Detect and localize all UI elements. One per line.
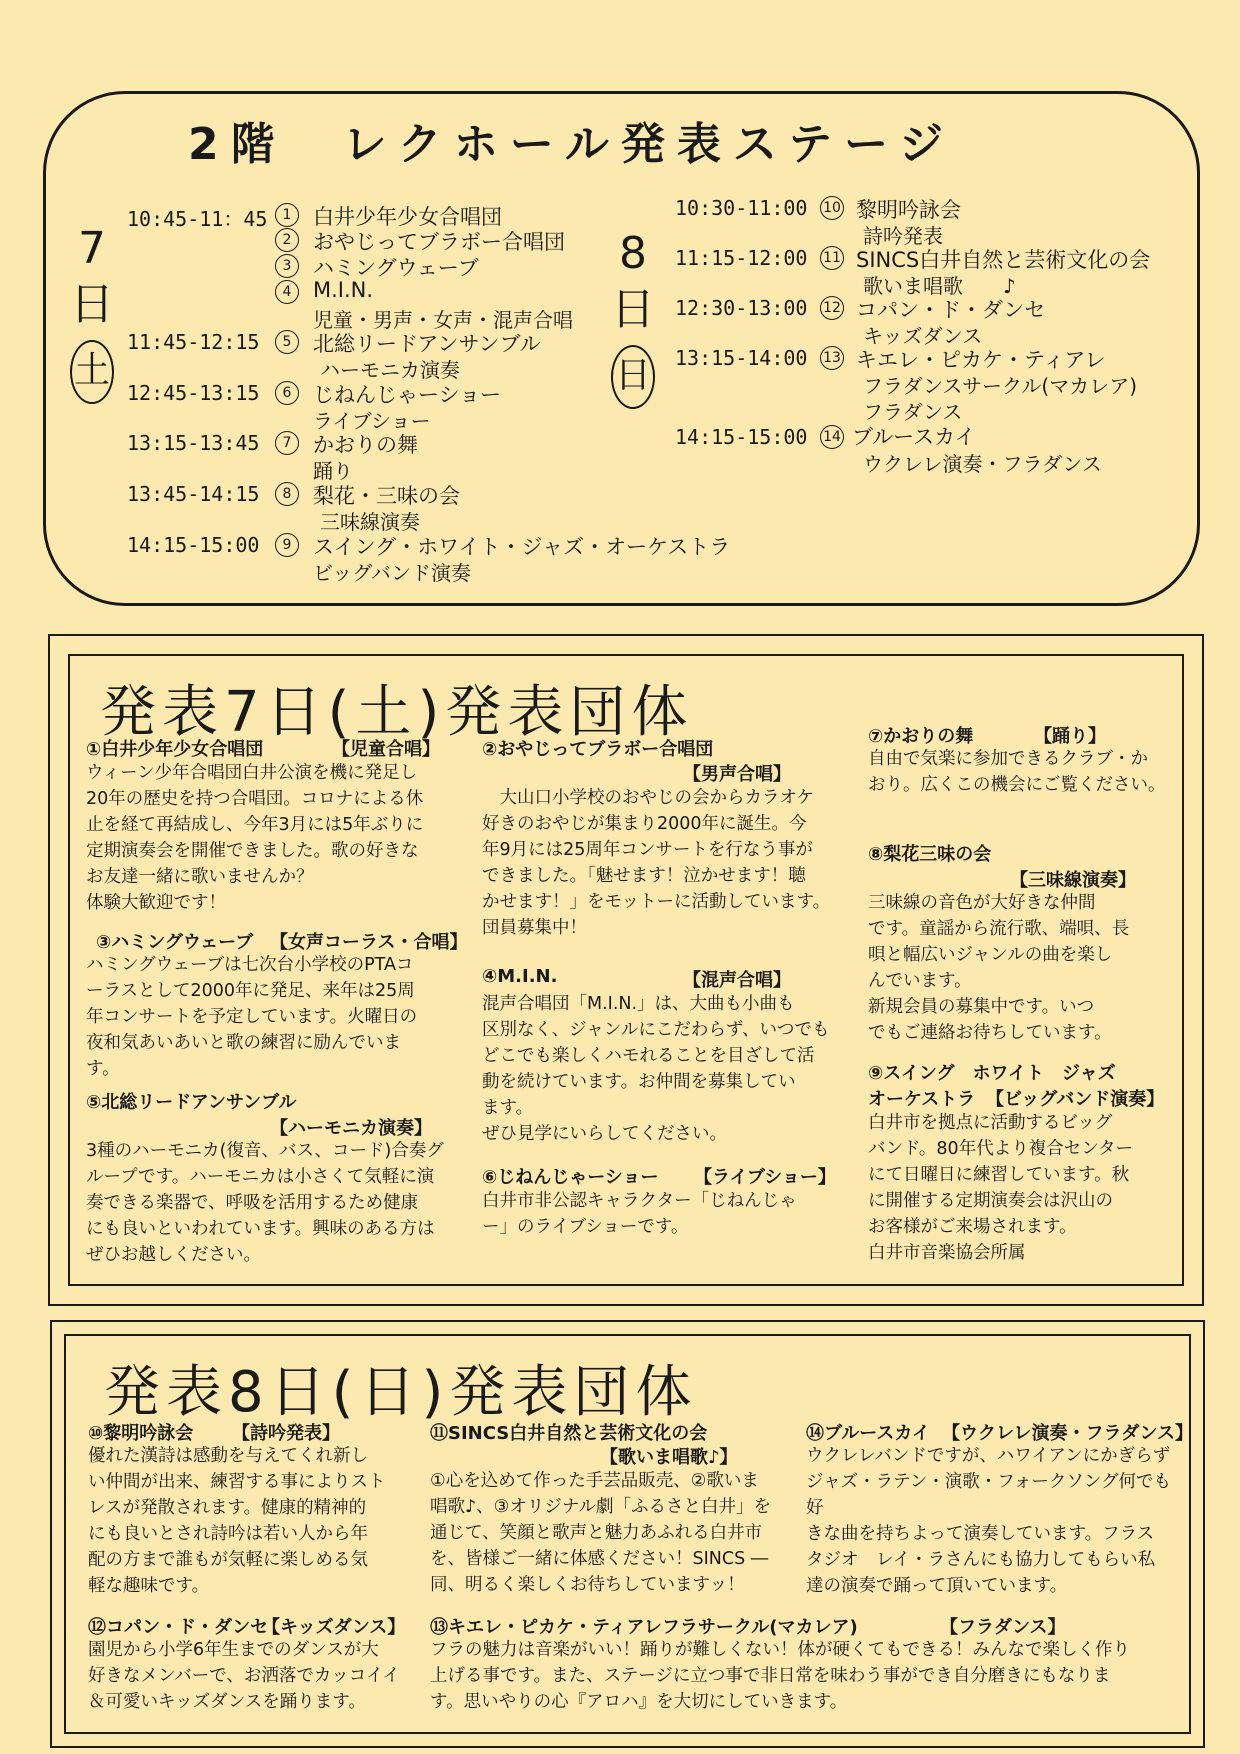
schedule-number: 13 (820, 346, 844, 370)
desc-line: 3種のハーモニカ(復音、バス、コード)合奏グ (86, 1141, 444, 1161)
desc-line: 配の方まで誰もが気軽に楽しめる気 (88, 1550, 368, 1570)
desc-line: 体験大歓迎です！ (86, 893, 226, 913)
day7-label (62, 225, 122, 404)
group-tag: 【フラダンス】 (940, 1617, 1066, 1638)
schedule-name: 白井少年少女合唱団 (313, 205, 502, 229)
schedule-name: コパン・ド・ダンセ (856, 298, 1046, 322)
schedule-sub: 児童・男声・女声・混声合唱 (313, 308, 573, 332)
desc-line: ー」のライブショーです。 (482, 1217, 689, 1237)
group-name: ⑩黎明吟詠会 (88, 1423, 194, 1444)
schedule-sub: 歌いま唱歌 ♪ (863, 274, 1016, 298)
desc-line: お友達一緒に歌いませんか？ (86, 867, 314, 887)
desc-line: ぜひお越しください。 (86, 1245, 261, 1265)
group-desc (482, 991, 862, 1147)
schedule-name: スイング・ホワイト・ジャズ・オーケストラ (313, 535, 731, 559)
schedule-time: 10:45-11：45 (127, 207, 268, 231)
group-name: ⑭ブルースカイ (806, 1423, 930, 1444)
desc-line: です。童謡から流行歌、端唄、長 (868, 919, 1130, 939)
schedule-name: ハミングウェーブ (313, 256, 479, 280)
desc-line: にて日曜日に練習しています。秋 (868, 1165, 1130, 1185)
group-desc (482, 1188, 862, 1240)
schedule-sub: 踊り (313, 459, 353, 483)
schedule-time: 13:15-13:45 (127, 431, 260, 455)
desc-line: 混声合唱団「M.I.N.」は、大曲も小曲も (482, 994, 795, 1014)
group-tag: 【歌いま唱歌♪】 (600, 1447, 738, 1468)
desc-line: 上げる事です。また、ステージに立つ事で非日常を味わう事ができ自分磨きにもなりま (430, 1666, 1111, 1686)
desc-line: 唱歌♪、③オリジナル劇「ふるさと白井」を (430, 1497, 771, 1517)
desc-line: ハミングウェーブは七次台小学校のPTAコ (86, 955, 414, 975)
schedule-number: 11 (820, 246, 844, 270)
desc-line: ます。 (482, 1098, 534, 1118)
schedule-number: 4 (275, 280, 299, 304)
group-name: ⑫コパン・ド・ダンセ (88, 1617, 269, 1638)
schedule-time: 11:45-12:15 (127, 330, 260, 354)
group-tag: 【男声合唱】 (683, 764, 791, 785)
desc-line: 通じて、笑顔と歌声と魅力あふれる白井市 (430, 1523, 763, 1543)
desc-line: 区別なく、ジャンルにこだわらず、いつでも (482, 1020, 830, 1040)
group-desc (430, 1637, 1190, 1715)
schedule-name: 黎明吟詠会 (856, 198, 961, 222)
schedule-number: 9 (275, 533, 299, 557)
group-name: ⑧梨花三味の会 (868, 844, 992, 865)
group-desc (868, 1110, 1178, 1266)
desc-line: を、皆様ご一緒に体感ください！SINCS ― (430, 1549, 769, 1569)
desc-line: 白井市を拠点に活動するビッグ (868, 1113, 1113, 1133)
desc-line: タジオ レイ・ラさんにも協力してもらい私 (806, 1550, 1156, 1570)
desc-line: 新規会員の募集中です。いつ (868, 997, 1095, 1017)
desc-line: い仲間が出来、練習する事によりスト (88, 1472, 386, 1492)
desc-line: でもご連絡お待ちしています。 (868, 1023, 1112, 1043)
schedule-time: 13:45-14:15 (127, 482, 260, 506)
desc-line: 白井市非公認キャラクター「じねんじゃ (482, 1191, 797, 1211)
desc-line: ウクレレバンドですが、ハワイアンにかぎらず (806, 1446, 1171, 1466)
desc-line: す。 (86, 1059, 120, 1079)
group-name: ⑨スイング ホワイト ジャズ (868, 1063, 1116, 1084)
desc-line: す。思いやりの心『アロハ』を大切にしていきます。 (430, 1692, 848, 1712)
schedule-sub: 詩吟発表 (863, 224, 943, 248)
schedule-time: 13:15-14:00 (675, 346, 808, 370)
group-desc (88, 1443, 418, 1599)
desc-line: 軽な趣味です。 (88, 1576, 210, 1596)
group-desc (430, 1468, 800, 1598)
desc-line: 年コンサートを予定しています。火曜日の (86, 1007, 418, 1027)
group-desc (86, 1138, 466, 1268)
desc-line: 団員募集中！ (482, 918, 587, 938)
desc-line: 夜和気あいあいと歌の練習に励んでいま (86, 1033, 401, 1053)
groups7-title: 発表7日(土)発表団体 (100, 680, 694, 745)
desc-line: 白井市音楽協会所属 (868, 1243, 1026, 1263)
group-tag: 【女声コーラス・合唱】 (270, 932, 468, 953)
group-tag: 【キッズダンス】 (262, 1617, 406, 1638)
stage-title: 2階 レクホール発表ステージ (188, 119, 956, 170)
group-desc (86, 760, 466, 916)
desc-line: ぜひ見学にいらしてください。 (482, 1124, 727, 1144)
schedule-name: キエレ・ピカケ・ティアレ (856, 348, 1106, 372)
schedule-sub: 三味線演奏 (320, 510, 420, 534)
group-name: ②おやじってブラボー合唱団 (482, 739, 714, 760)
group-desc (868, 746, 1178, 798)
desc-line: にも良いとされ詩吟は若い人から年 (88, 1524, 368, 1544)
schedule-time: 10:30-11:00 (675, 196, 808, 220)
group-tag: 【詩吟発表】 (232, 1423, 340, 1444)
group-name: ①白井少年少女合唱団 (86, 739, 264, 760)
group-tag: 【ハーモニカ演奏】 (270, 1118, 432, 1139)
schedule-number: 8 (275, 482, 299, 506)
schedule-name: 北総リードアンサンブル (313, 332, 541, 356)
schedule-sub: ライブショー (313, 409, 431, 433)
schedule-sub: キッズダンス (863, 324, 983, 348)
desc-line: ①心を込めて作った手芸品販売、②歌いま (430, 1471, 759, 1491)
desc-line: 止を経て再結成し、今年3月には5年ぶりに (86, 815, 424, 835)
schedule-number: 7 (275, 431, 299, 455)
schedule-number: 2 (275, 228, 299, 252)
desc-line: にも良いといわれています。興味のある方は (86, 1219, 435, 1239)
schedule-number: 6 (275, 381, 299, 405)
schedule-number: 5 (275, 330, 299, 354)
groups8-title: 発表8日(日)発表団体 (104, 1360, 698, 1425)
group-tag: 【ウクレレ演奏・フラダンス】 (942, 1423, 1194, 1444)
group-name: ④M.I.N. (482, 966, 558, 987)
schedule-time: 11:15-12:00 (675, 246, 808, 270)
desc-line: 達の演奏で踊って頂いています。 (806, 1576, 1068, 1596)
day7-number: 7 (78, 223, 106, 274)
group-name: ⑦かおりの舞 (868, 726, 974, 747)
group-desc (88, 1637, 428, 1715)
day8-day-char: 日 (611, 284, 655, 336)
desc-line: に開催する定期演奏会は沢山の (868, 1191, 1113, 1211)
desc-line: 園児から小学6年生までのダンスが大 (88, 1640, 379, 1660)
schedule-name: おやじってブラボー合唱団 (313, 230, 565, 254)
desc-line: おり。広くこの機会にご覧ください。 (868, 775, 1166, 795)
desc-line: ウィーン少年合唱団白井公演を機に発足し (86, 763, 418, 783)
desc-line: んでいます。 (868, 971, 972, 991)
schedule-number: 14 (820, 425, 844, 449)
group-desc (806, 1443, 1186, 1599)
desc-line: ループです。ハーモニカは小さくて気軽に演 (86, 1167, 435, 1187)
desc-line: ＆可愛いキッズダンスを踊ります。 (88, 1692, 366, 1712)
day7-day-char: 日 (70, 279, 114, 331)
desc-line: かせます！」をモットーに活動しています。 (482, 892, 831, 912)
schedule-number: 10 (820, 196, 844, 220)
desc-line: できました。「魅せます！泣かせます！聴 (482, 866, 806, 886)
desc-line: ーラスとして2000年に発足、来年は25周 (86, 981, 415, 1001)
group-name: ⑪SINCS白井自然と芸術文化の会 (430, 1423, 708, 1444)
desc-line: 唄と幅広いジャンルの曲を楽し (868, 945, 1113, 965)
desc-line: 20年の歴史を持つ合唱団。コロナによる休 (86, 789, 424, 809)
group-tag: 【ビッグバンド演奏】 (986, 1089, 1165, 1110)
desc-line: ジャズ・ラテン・演歌・フォークソング何でも好 (806, 1472, 1172, 1518)
schedule-number: 1 (275, 203, 299, 227)
schedule-name: M.I.N. (313, 278, 374, 302)
day8-label (603, 230, 663, 409)
schedule-name: ブルースカイ (852, 425, 976, 449)
desc-line: 年9月には25周年コンサートを行なう事が (482, 840, 813, 860)
desc-line: バンド。80年代より複合センター (868, 1139, 1133, 1159)
group-desc (482, 785, 862, 941)
schedule-name: SINCS白井自然と芸術文化の会 (856, 248, 1151, 272)
schedule-time: 12:45-13:15 (127, 381, 260, 405)
group-tag: 【混声合唱】 (683, 970, 791, 991)
group-name-cont: オーケストラ (868, 1089, 976, 1110)
desc-line: 大山口小学校のおやじの会からカラオケ (482, 788, 815, 808)
schedule-sub: ウクレレ演奏・フラダンス (863, 452, 1102, 476)
desc-line: お客様がご来場されます。 (868, 1217, 1077, 1237)
group-name: ⑬キエレ・ピカケ・ティアレフラサークル(マカレア) (430, 1617, 858, 1638)
schedule-time: 12:30-13:00 (675, 296, 808, 320)
day8-number: 8 (619, 228, 647, 279)
group-name: ⑤北総リードアンサンブル (86, 1092, 297, 1113)
group-tag: 【三味線演奏】 (1010, 870, 1136, 891)
desc-line: 好きのおやじが集まり2000年に誕生。今 (482, 814, 807, 834)
desc-line: 動を続けています。お仲間を募集してい (482, 1072, 796, 1092)
schedule-number: 12 (820, 296, 844, 320)
schedule-time: 14:15-15:00 (127, 533, 260, 557)
desc-line: フラの魅力は音楽がいい！踊りが難しくない！体が硬くてもできる！みんなで楽しく作り (430, 1640, 1130, 1660)
group-desc (86, 952, 466, 1082)
desc-line: 優れた漢詩は感動を与えてくれ新し (88, 1446, 368, 1466)
schedule-name: じねんじゃーショー (313, 383, 502, 407)
schedule-name: 梨花・三味の会 (313, 484, 460, 508)
day8-weekday: 日 (611, 345, 655, 409)
desc-line: 定期演奏会を開催できました。歌の好きな (86, 841, 419, 861)
group-tag: 【ライブショー】 (694, 1167, 836, 1188)
desc-line: 自由で気楽に参加できるクラブ・か (868, 749, 1148, 769)
day7-weekday: 土 (70, 340, 114, 404)
group-name: ⑥じねんじゃーショー (482, 1167, 659, 1188)
desc-line: 三味線の音色が大好きな仲間 (868, 893, 1096, 913)
group-name: ③ハミングウェーブ (96, 932, 254, 953)
schedule-sub: ハーモニカ演奏 (320, 358, 460, 382)
desc-line: 好きなメンバーで、お洒落でカッコイイ (88, 1666, 400, 1686)
desc-line: 奏できる楽器で、呼吸を活用するため健康 (86, 1193, 419, 1213)
schedule-number: 3 (275, 254, 299, 278)
desc-line: レスが発散されます。健康的精神的 (88, 1498, 367, 1518)
desc-line: きな曲を持ちよって演奏しています。フラス (806, 1524, 1155, 1544)
schedule-sub: フラダンスサークル(マカレア) (863, 374, 1138, 398)
group-desc (868, 890, 1178, 1046)
desc-line: 同、明るく楽しくお待ちしていますッ！ (430, 1575, 745, 1595)
schedule-time: 14:15-15:00 (675, 425, 808, 449)
group-tag: 【児童合唱】 (332, 739, 440, 760)
desc-line: どこでも楽しくハモれることを目ざして活 (482, 1046, 815, 1066)
schedule-sub: フラダンス (863, 400, 963, 424)
group-tag: 【踊り】 (1034, 726, 1106, 747)
schedule-name: かおりの舞 (313, 433, 418, 457)
schedule-sub: ビッグバンド演奏 (313, 561, 471, 585)
